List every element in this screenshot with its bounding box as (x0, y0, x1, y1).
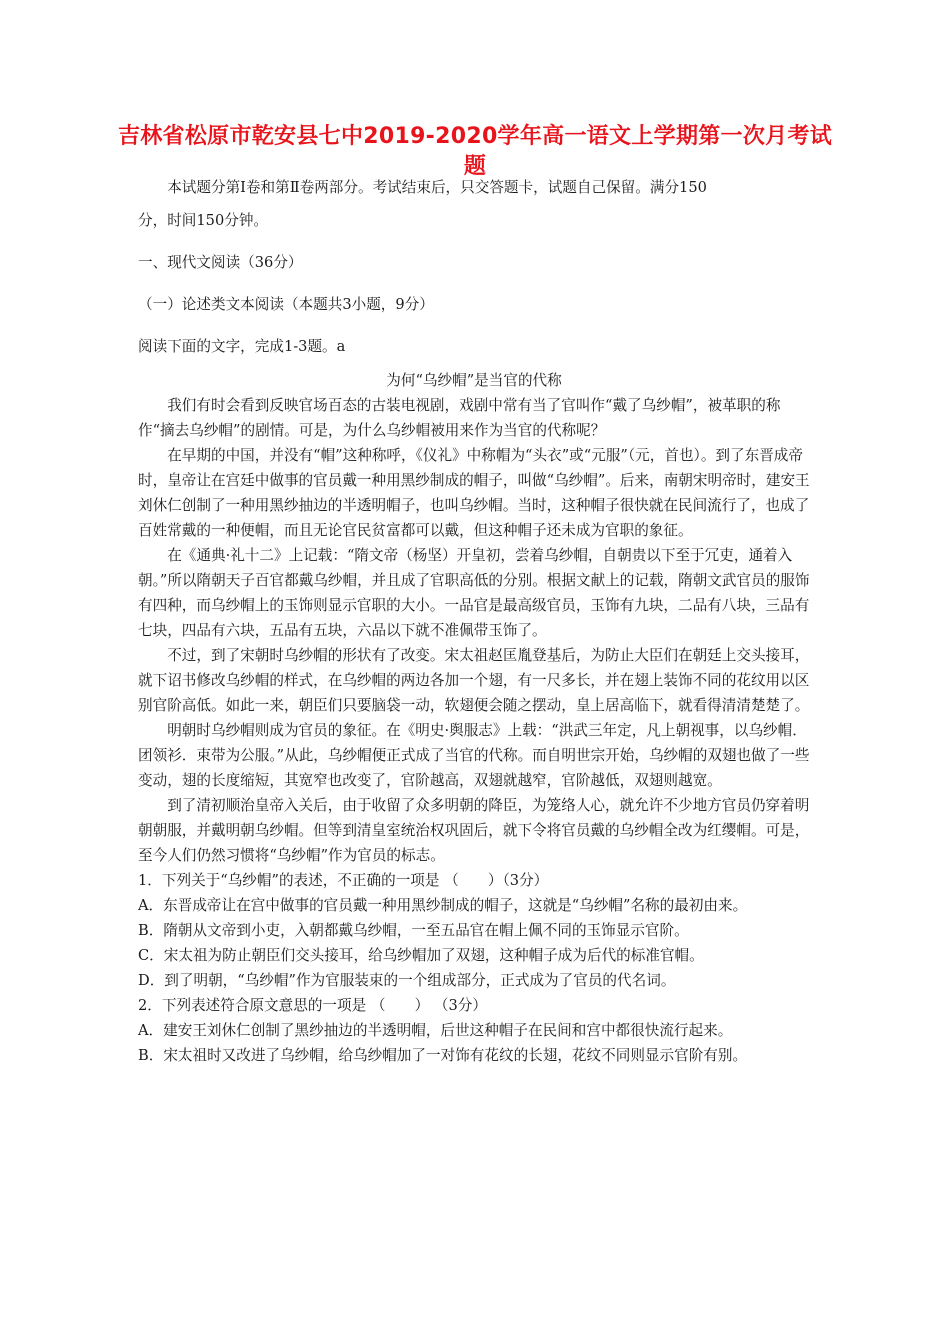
document-title: 吉林省松原市乾安县七中2019-2020学年高一语文上学期第一次月考试题 (117, 124, 833, 179)
question-option: B．隋朝从文帝到小吏，入朝都戴乌纱帽，一至五品官在帽上佩不同的玉饰显示官阶。 (138, 922, 689, 939)
subsection-heading: （一）论述类文本阅读（本题共3小题，9分） (138, 296, 434, 313)
intro-line-2: 分，时间150分钟。 (138, 212, 269, 229)
article-paragraph: 明朝时乌纱帽则成为官员的象征。在《明史·舆服志》上载：“洪武三年定，凡上朝视事，以乌纱帽．团领衫．束带为公服。”从此，乌纱帽便正式成了当官的代称。而自明世宗开始，乌纱帽的双翅也做了一些变动，翅的长度缩短，其宽窄也改变了，官阶越高，双翅就越窄，官阶越低，双翅则越宽。 (138, 722, 810, 789)
document-body (138, 175, 810, 1068)
section-heading: 一、现代文阅读（36分） (138, 254, 303, 271)
question-option: D．到了明朝，“乌纱帽”作为官服装束的一个组成部分，正式成为了官员的代名词。 (138, 972, 676, 989)
question-option: C．宋太祖为防止朝臣们交头接耳，给乌纱帽加了双翅，这种帽子成为后代的标准官帽。 (138, 947, 704, 964)
question-option: A．建安王刘休仁创制了黑纱抽边的半透明帽，后世这种帽子在民间和宫中都很快流行起来。 (138, 1022, 733, 1039)
question-option: A．东晋成帝让在宫中做事的官员戴一种用黑纱制成的帽子，这就是“乌纱帽”名称的最初由来。 (138, 897, 748, 914)
question-stem: 2．下列表述符合原文意思的一项是 （ ） （3分） (138, 997, 487, 1014)
article-paragraph: 在早期的中国，并没有“帽”这种称呼，《仪礼》中称帽为“头衣”或“元服”（元，首也）。到了东晋成帝时，皇帝让在宫廷中做事的官员戴一种用黑纱制成的帽子，叫做“乌纱帽”。后来，南朝宋明帝时，建安王刘休仁创制了一种用黑纱抽边的半透明帽子，也叫乌纱帽。当时，这种帽子很快就在民间流行了，也成了百姓常戴的一种便帽，而且无论官民贫富都可以戴，但这种帽子还未成为官职的象征。 (138, 447, 810, 539)
reading-instruction: 阅读下面的文字，完成1-3题。a (138, 338, 346, 355)
article-paragraph: 不过，到了宋朝时乌纱帽的形状有了改变。宋太祖赵匡胤登基后，为防止大臣们在朝廷上交头接耳，就下诏书修改乌纱帽的样式，在乌纱帽的两边各加一个翅，有一尺多长，并在翅上装饰不同的花纹用以区别官阶高低。如此一来，朝臣们只要脑袋一动，软翅便会随之摆动，皇上居高临下，就看得清清楚楚了。 (138, 647, 810, 714)
article-title: 为何“乌纱帽”是当官的代称 (386, 372, 562, 389)
article-paragraph: 我们有时会看到反映官场百态的古装电视剧，戏剧中常有当了官叫作“戴了乌纱帽”，被革职的称作“摘去乌纱帽”的剧情。可是，为什么乌纱帽被用来作为当官的代称呢？ (138, 397, 781, 439)
question-option: B．宋太祖时又改进了乌纱帽，给乌纱帽加了一对饰有花纹的长翅，花纹不同则显示官阶有别。 (138, 1047, 748, 1064)
question-stem: 1．下列关于“乌纱帽”的表述，不正确的一项是 （ ）（3分） (138, 872, 549, 889)
intro-line-1: 本试题分第Ⅰ卷和第Ⅱ卷两部分。考试结束后，只交答题卡，试题自己保留。满分150 (167, 179, 707, 196)
article-paragraph: 到了清初顺治皇帝入关后，由于收留了众多明朝的降臣，为笼络人心，就允许不少地方官员仍穿着明朝朝服，并戴明朝乌纱帽。但等到清皇室统治权巩固后，就下令将官员戴的乌纱帽全改为红缨帽。可是，至今人们仍然习惯将“乌纱帽”作为官员的标志。 (138, 797, 810, 864)
article-paragraph: 在《通典·礼十二》上记载：“隋文帝（杨坚）开皇初，尝着乌纱帽，自朝贵以下至于冗吏，通着入朝。”所以隋朝天子百官都戴乌纱帽，并且成了官职高低的分别。根据文献上的记载，隋朝文武官员的服饰有四种，而乌纱帽上的玉饰则显示官职的大小。一品官是最高级官员，玉饰有九块，二品有八块，三品有七块，四品有六块，五品有五块，六品以下就不准佩带玉饰了。 (138, 547, 810, 639)
